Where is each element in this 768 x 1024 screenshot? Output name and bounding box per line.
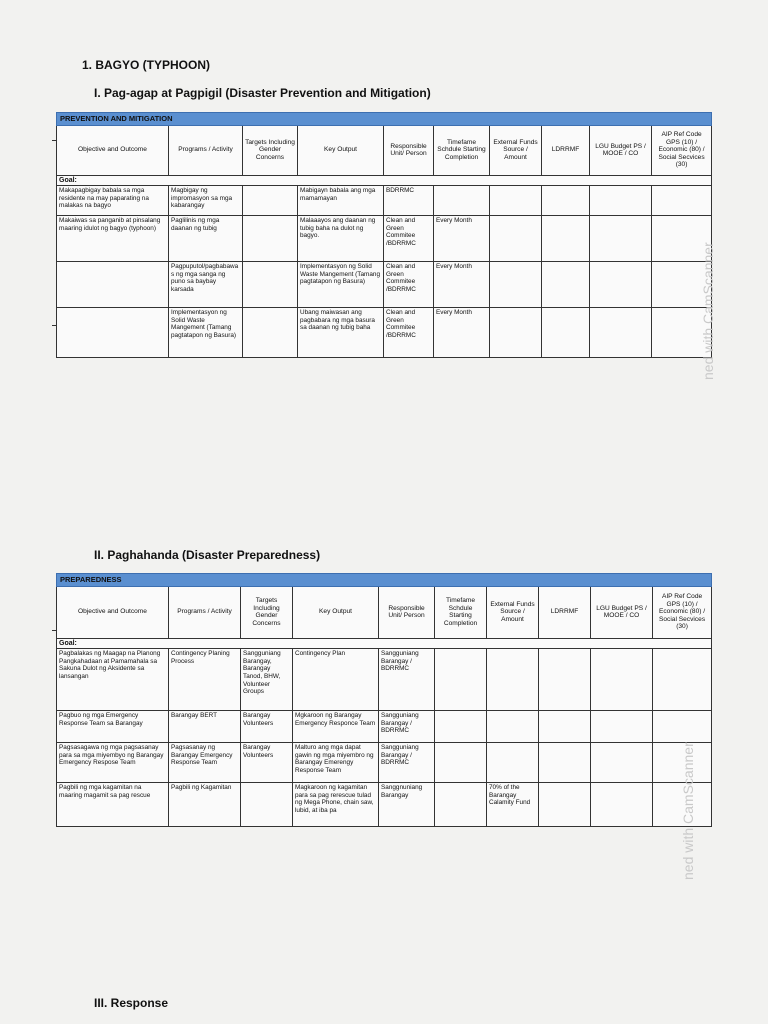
column-header: Responsible Unit/ Person: [379, 586, 435, 638]
table-cell: [539, 649, 591, 711]
table-cell: [243, 308, 298, 358]
table-cell: [590, 308, 652, 358]
column-header: Targets Including Gender Concerns: [241, 586, 293, 638]
table-cell: [490, 216, 542, 262]
table-cell: [542, 262, 590, 308]
table-cell: [241, 783, 293, 827]
table-cell: [434, 186, 490, 216]
table-cell: Malturo ang mga dapat gawin ng mga miyembro ng Barangay Emerengy Response Team: [293, 743, 379, 783]
column-header: LDRRMF: [542, 125, 590, 175]
table-cell: [590, 262, 652, 308]
column-header: LDRRMF: [539, 586, 591, 638]
table-cell: BDRRMC: [384, 186, 434, 216]
section-heading-preparedness: II. Paghahanda (Disaster Preparedness): [94, 548, 321, 562]
table-cell: Sangguniang Barangay / BDRRMC: [379, 711, 435, 743]
table-cell: Mabigayn babala ang mga mamamayan: [298, 186, 384, 216]
column-header: LGU Budget PS / MOOE / CO: [591, 586, 653, 638]
table-cell: [539, 743, 591, 783]
table-cell: Pagsasagawa ng mga pagsasanay para sa mga miyembyo ng Barangay Emergency Respose Team: [57, 743, 169, 783]
table-cell: [490, 308, 542, 358]
scanner-watermark: ned with CamScanner: [680, 742, 696, 880]
table-cell: [487, 649, 539, 711]
table-cell: Ubang maiwasan ang pagbabara ng mga basura sa daanan ng tubig baha: [298, 308, 384, 358]
table-cell: 70% of the Barangay Calamity Fund: [487, 783, 539, 827]
table-cell: [243, 216, 298, 262]
table-cell: Sangguniang Barangay / BDRRMC: [379, 743, 435, 783]
table-cell: [653, 711, 712, 743]
table-cell: Every Month: [434, 308, 490, 358]
table-cell: [591, 743, 653, 783]
table-row: [57, 743, 712, 783]
table-cell: Makaiwas sa panganib at pinsalang maaring idulot ng bagyo (typhoon): [57, 216, 169, 262]
column-header: External Funds Source / Amount: [490, 125, 542, 175]
goal-label: Goal:: [57, 175, 712, 186]
table-cell: [435, 649, 487, 711]
table-cell: [539, 711, 591, 743]
table-cell: [435, 783, 487, 827]
column-header: Objective and Outcome: [57, 125, 169, 175]
table-cell: Barangay BERT: [169, 711, 241, 743]
table-cell: Barangay Volunteers: [241, 711, 293, 743]
table-cell: Malaaayos ang daanan ng tubig baha na dulot ng bagyo.: [298, 216, 384, 262]
table-cell: Every Month: [434, 216, 490, 262]
table-cell: Mgkaroon ng Barangay Emergency Responce Team: [293, 711, 379, 743]
table-cell: [590, 186, 652, 216]
section-heading-response: III. Response: [94, 996, 169, 1010]
column-header: Programs / Activity: [169, 125, 243, 175]
table-row: [57, 186, 712, 216]
scanner-watermark: ned with CamScanner: [700, 242, 716, 380]
table-cell: Sangguniang Barangay, Barangay Tanod, BHW, Volunteer Groups: [241, 649, 293, 711]
column-header: AIP Ref Code GPS (10) / Economic (80) / Social Secvices (30): [652, 125, 712, 175]
table-cell: Magkaroon ng kagamitan para sa pag rerescue tulad ng Mega Phone, chain saw, lubid, at iba pa: [293, 783, 379, 827]
table-cell: [435, 743, 487, 783]
table-cell: [542, 308, 590, 358]
table-cell: Pagbalakas ng Maagap na Planong Pangkahadaan at Pamamahala sa Sakuna Dulot ng Aksidente sa lansangan: [57, 649, 169, 711]
table-cell: Barangay Volunteers: [241, 743, 293, 783]
column-header: Timefame Schdule Starting Completion: [435, 586, 487, 638]
table-cell: [435, 711, 487, 743]
table-cell: Implementasyon ng Solid Waste Mangement (Tamang pagtatapon ng Basura): [169, 308, 243, 358]
column-header: Programs / Activity: [169, 586, 241, 638]
table-title-bar: PREVENTION AND MITIGATION: [57, 113, 712, 126]
table-cell: Contingency Planing Process: [169, 649, 241, 711]
section-title-bagyo: 1. BAGYO (TYPHOON): [82, 58, 211, 72]
table-cell: Pagbuo ng mga Emergency Response Team sa Barangay: [57, 711, 169, 743]
table-row: [57, 216, 712, 262]
table-cell: [490, 262, 542, 308]
table-cell: [590, 216, 652, 262]
column-header: Responsible Unit/ Person: [384, 125, 434, 175]
table-cell: [539, 783, 591, 827]
section-heading-prevention: I. Pag-agap at Pagpigil (Disaster Prevention and Mitigation): [94, 86, 431, 100]
column-header: Timefame Schdule Starting Completion: [434, 125, 490, 175]
table-cell: Makapagbigay babala sa mga residente na may paparating na malakas na bagyo: [57, 186, 169, 216]
table-cell: [591, 783, 653, 827]
table-cell: Every Month: [434, 262, 490, 308]
table-row: [57, 783, 712, 827]
table-row: [57, 308, 712, 358]
table-cell: [57, 262, 169, 308]
table-cell: Sanggnuniang Barangay: [379, 783, 435, 827]
table-cell: [542, 186, 590, 216]
table-cell: Clean and Green Commitee /BDRRMC: [384, 308, 434, 358]
table-cell: [243, 186, 298, 216]
table-cell: Paglilinis ng mga daanan ng tubig: [169, 216, 243, 262]
prevention-mitigation-table: [56, 112, 712, 358]
table-cell: Contingency Plan: [293, 649, 379, 711]
table-row: [57, 711, 712, 743]
column-header: Key Output: [298, 125, 384, 175]
table-cell: [487, 711, 539, 743]
table-cell: [542, 216, 590, 262]
table-row: [57, 649, 712, 711]
preparedness-table: [56, 573, 712, 827]
column-header: Key Output: [293, 586, 379, 638]
table-cell: Pagsasanay ng Barangay Emergency Response Team: [169, 743, 241, 783]
table-cell: Pagbili ng Kagamitan: [169, 783, 241, 827]
column-header: Targets Including Gender Concerns: [243, 125, 298, 175]
table-cell: Implementasyon ng Solid Waste Mangement (Tamang pagtatapon ng Basura): [298, 262, 384, 308]
table-cell: [243, 262, 298, 308]
table-cell: Clean and Green Commitee /BDRRMC: [384, 216, 434, 262]
table-cell: [490, 186, 542, 216]
table-cell: [487, 743, 539, 783]
table-cell: Magbigay ng impromasyon sa mga kabarangay: [169, 186, 243, 216]
column-header: External Funds Source / Amount: [487, 586, 539, 638]
column-header: Objective and Outcome: [57, 586, 169, 638]
table-cell: Pagpuputol/pagbabawas ng mga sanga ng puno sa baybay karsada: [169, 262, 243, 308]
table-cell: [591, 711, 653, 743]
table-cell: [653, 649, 712, 711]
table-cell: [591, 649, 653, 711]
table-cell: [652, 186, 712, 216]
column-header: AIP Ref Code GPS (10) / Economic (80) / Social Secvices (30): [653, 586, 712, 638]
table-cell: [57, 308, 169, 358]
table-row: [57, 262, 712, 308]
table-cell: Sangguniang Barangay / BDRRMC: [379, 649, 435, 711]
column-header: LGU Budget PS / MOOE / CO: [590, 125, 652, 175]
table-cell: Pagbili ng mga kagamitan na maaring magamit sa pag rescue: [57, 783, 169, 827]
table-cell: Clean and Green Commitee /BDRRMC: [384, 262, 434, 308]
goal-label: Goal:: [57, 638, 712, 649]
table-title-bar: PREPAREDNESS: [57, 574, 712, 587]
